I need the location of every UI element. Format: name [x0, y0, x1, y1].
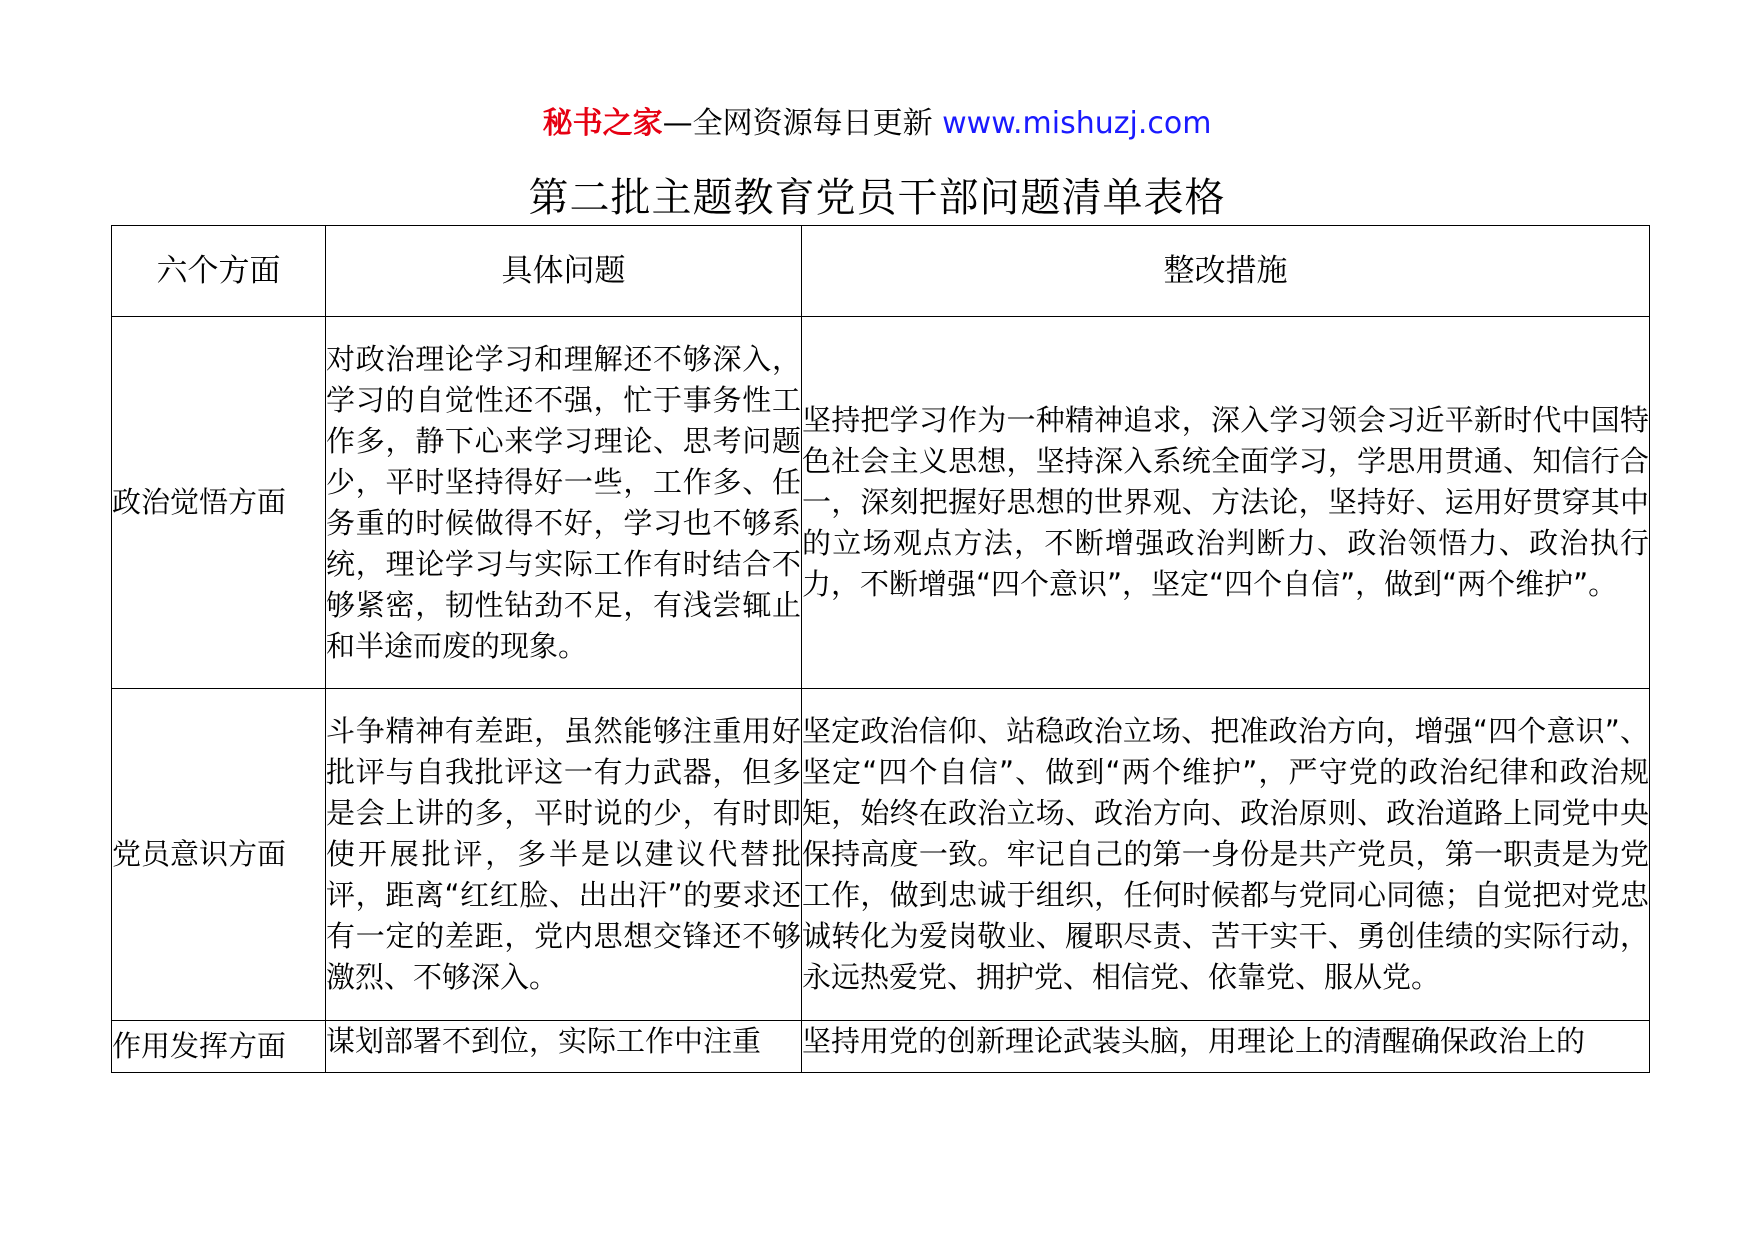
problem-text: 谋划部署不到位，实际工作中注重 — [326, 1024, 762, 1058]
aspect-cell: 政治觉悟方面 — [112, 317, 326, 689]
document-title: 第二批主题教育党员干部问题清单表格 — [528, 175, 1226, 221]
problem-cell: 斗争精神有差距，虽然能够注重用好批评与自我批评这一有力武器，但多是会上讲的多，平时说的少，有时即使开展批评，多半是以建议代替批评，距离“红红脸、出出汗”的要求还有一定的差距，党内思想交锋还不够激烈、不够深入。 — [326, 689, 802, 1021]
brand-name: 秘书之家 — [542, 106, 663, 141]
measure-text: 坚持用党的创新理论武装头脑，用理论上的清醒确保政治上的 — [802, 1024, 1586, 1058]
header-measure: 整改措施 — [802, 226, 1650, 317]
table-row — [112, 689, 1650, 1021]
site-banner — [0, 104, 1754, 144]
problem-cell: 对政治理论学习和理解还不够深入，学习的自觉性还不强，忙于事务性工作多，静下心来学习理论、思考问题少，平时坚持得好一些，工作多、任务重的时候做得不好，学习也不够系统，理论学习与实际工作有时结合不够紧密，韧性钻劲不足，有浅尝辄止和半途而废的现象。 — [326, 317, 802, 689]
table-header-row — [112, 226, 1650, 317]
problem-cell — [326, 1021, 802, 1073]
aspect-cell: 党员意识方面 — [112, 689, 326, 1021]
table-row — [112, 1021, 1650, 1073]
measure-cell: 坚定政治信仰、站稳政治立场、把准政治方向，增强“四个意识”、坚定“四个自信”、做到“两个维护”，严守党的政治纪律和政治规矩，始终在政治立场、政治方向、政治原则、政治道路上同党中央保持高度一致。牢记自己的第一身份是共产党员，第一职责是为党工作，做到忠诚于组织，任何时候都与党同心同德；自觉把对党忠诚转化为爱岗敬业、履职尽责、苦干实干、勇创佳绩的实际行动，永远热爱党、拥护党、相信党、依靠党、服从党。 — [802, 689, 1650, 1021]
header-problem: 具体问题 — [326, 226, 802, 317]
measure-cell — [802, 1021, 1650, 1073]
header-aspect: 六个方面 — [112, 226, 326, 317]
table-row — [112, 317, 1650, 689]
site-tagline: —全网资源每日更新 — [662, 106, 933, 141]
issues-table — [111, 225, 1650, 1073]
site-url-link[interactable]: www.mishuzj.com — [942, 106, 1212, 141]
aspect-cell: 作用发挥方面 — [112, 1021, 326, 1073]
measure-cell: 坚持把学习作为一种精神追求，深入学习领会习近平新时代中国特色社会主义思想，坚持深入系统全面学习，学思用贯通、知信行合一，深刻把握好思想的世界观、方法论，坚持好、运用好贯穿其中的立场观点方法，不断增强政治判断力、政治领悟力、政治执行力，不断增强“四个意识”，坚定“四个自信”，做到“两个维护”。 — [802, 317, 1650, 689]
